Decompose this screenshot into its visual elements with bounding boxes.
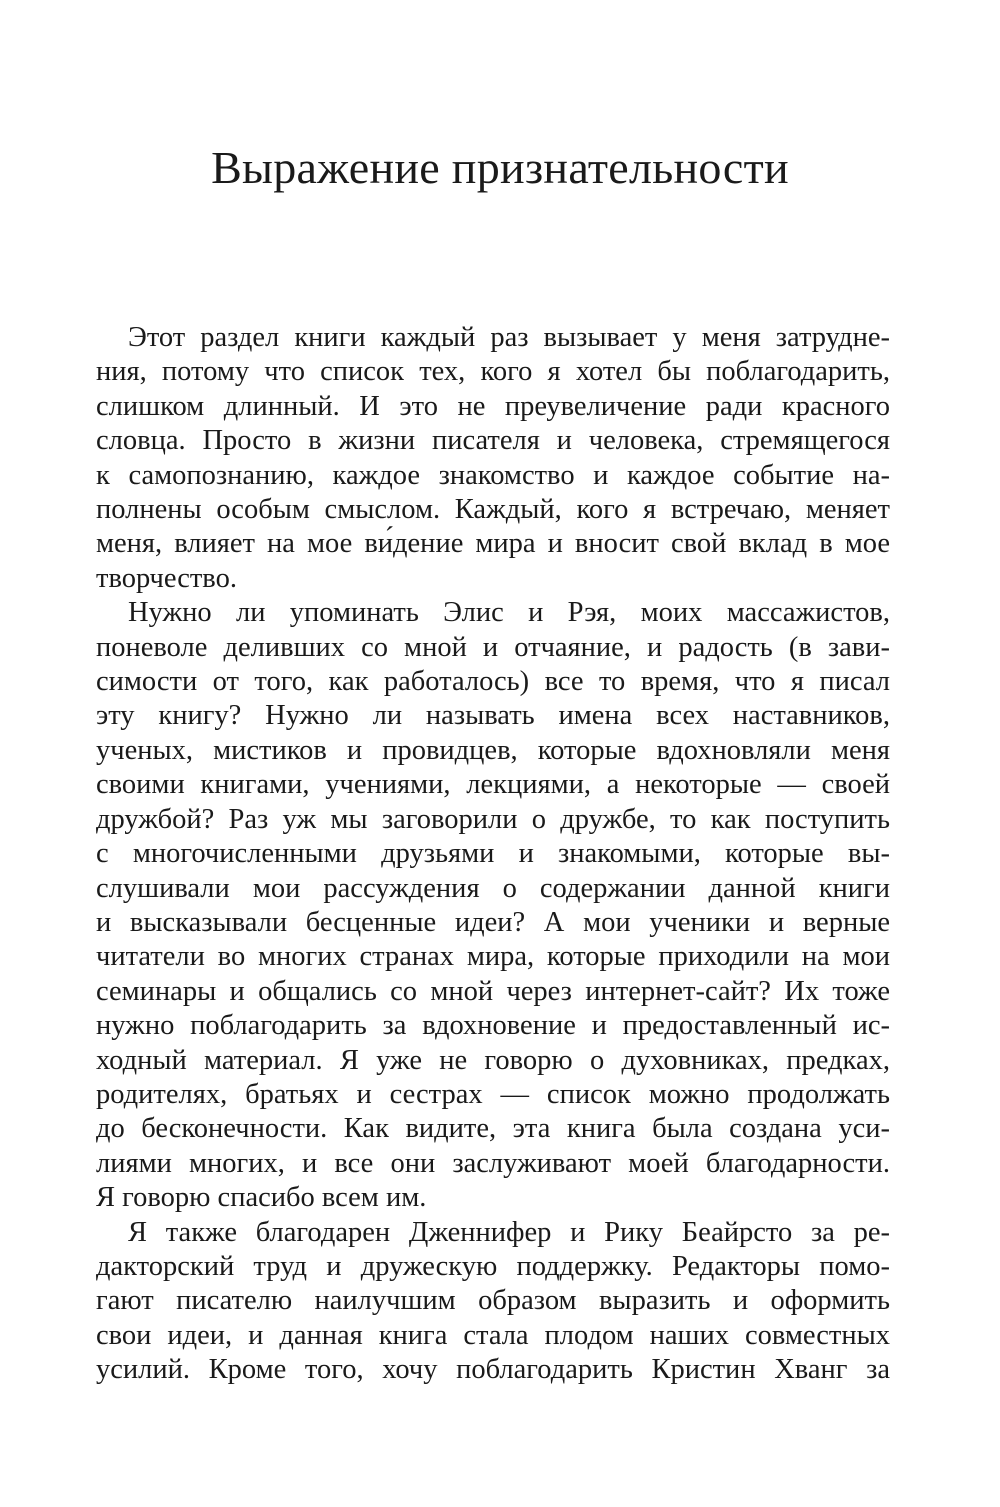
text-line: читатели во многих странах мира, которые приходили на мои	[96, 941, 890, 973]
text-line: своими книгами, учениями, лекциями, а некоторые — своей	[96, 769, 890, 801]
text-line: семинары и общались со мной через интернет-сайт? Их тоже	[96, 975, 890, 1007]
text-line: до бесконечности. Как видите, эта книга была создана уси-	[96, 1113, 890, 1145]
text-line: с многочисленными друзьями и знакомыми, которые вы-	[96, 838, 890, 870]
text-line: и высказывали бесценные идеи? А мои ученики и верные	[96, 906, 890, 938]
text-line: полнены особым смыслом. Каждый, кого я встречаю, меняет	[96, 494, 890, 526]
text-line: эту книгу? Нужно ли называть имена всех наставников,	[96, 700, 890, 732]
text-line: свои идеи, и данная книга стала плодом наших совместных	[96, 1319, 890, 1351]
paragraph-3	[96, 1216, 890, 1388]
text-line: Я также благодарен Дженнифер и Рику Беайрсто за ре-	[128, 1216, 890, 1248]
chapter-title: Выражение признательности	[211, 142, 789, 193]
text-line: Я говорю спасибо всем им.	[96, 1182, 427, 1214]
text-line: Нужно ли упоминать Элис и Рэя, моих массажистов,	[128, 597, 890, 629]
text-line: слишком длинный. И это не преувеличение ради красного	[96, 390, 890, 422]
text-line: гают писателю наилучшим образом выразить и оформить	[96, 1285, 890, 1317]
paragraph-2	[96, 596, 890, 1215]
text-line: нужно поблагодарить за вдохновение и предоставленный ис-	[96, 1010, 890, 1042]
text-line: дружбой? Раз уж мы заговорили о дружбе, то как поступить	[96, 803, 890, 835]
text-line: меня, влияет на мое ви́дение мира и вносит свой вклад в мое	[96, 528, 890, 560]
text-line: ходный материал. Я уже не говорю о духовниках, предках,	[96, 1044, 890, 1076]
text-line: творчество.	[96, 562, 237, 594]
text-line: словца. Просто в жизни писателя и человека, стремящегося	[96, 425, 890, 457]
paragraph-1	[96, 321, 890, 596]
text-line: симости от того, как работалось) все то время, что я писал	[96, 666, 890, 698]
text-line: лиями многих, и все они заслуживают моей благодарности.	[96, 1147, 890, 1179]
text-line: Этот раздел книги каждый раз вызывает у меня затрудне-	[128, 322, 890, 353]
text-line: к самопознанию, каждое знакомство и каждое событие на-	[96, 459, 890, 491]
text-line: усилий. Кроме того, хочу поблагодарить Кристин Хванг за	[96, 1354, 890, 1386]
body-text	[96, 321, 890, 1388]
text-line: поневоле деливших со мной и отчаяние, и радость (в зави-	[96, 631, 890, 663]
text-line: ния, потому что список тех, кого я хотел бы поблагодарить,	[96, 356, 890, 388]
text-line: ученых, мистиков и провидцев, которые вдохновляли меня	[96, 734, 890, 766]
text-line: слушивали мои рассуждения о содержании данной книги	[96, 872, 890, 904]
text-line: дакторский труд и дружескую поддержку. Редакторы помо-	[96, 1250, 890, 1282]
text-line: родителях, братьях и сестрах — список можно продолжать	[96, 1078, 890, 1110]
